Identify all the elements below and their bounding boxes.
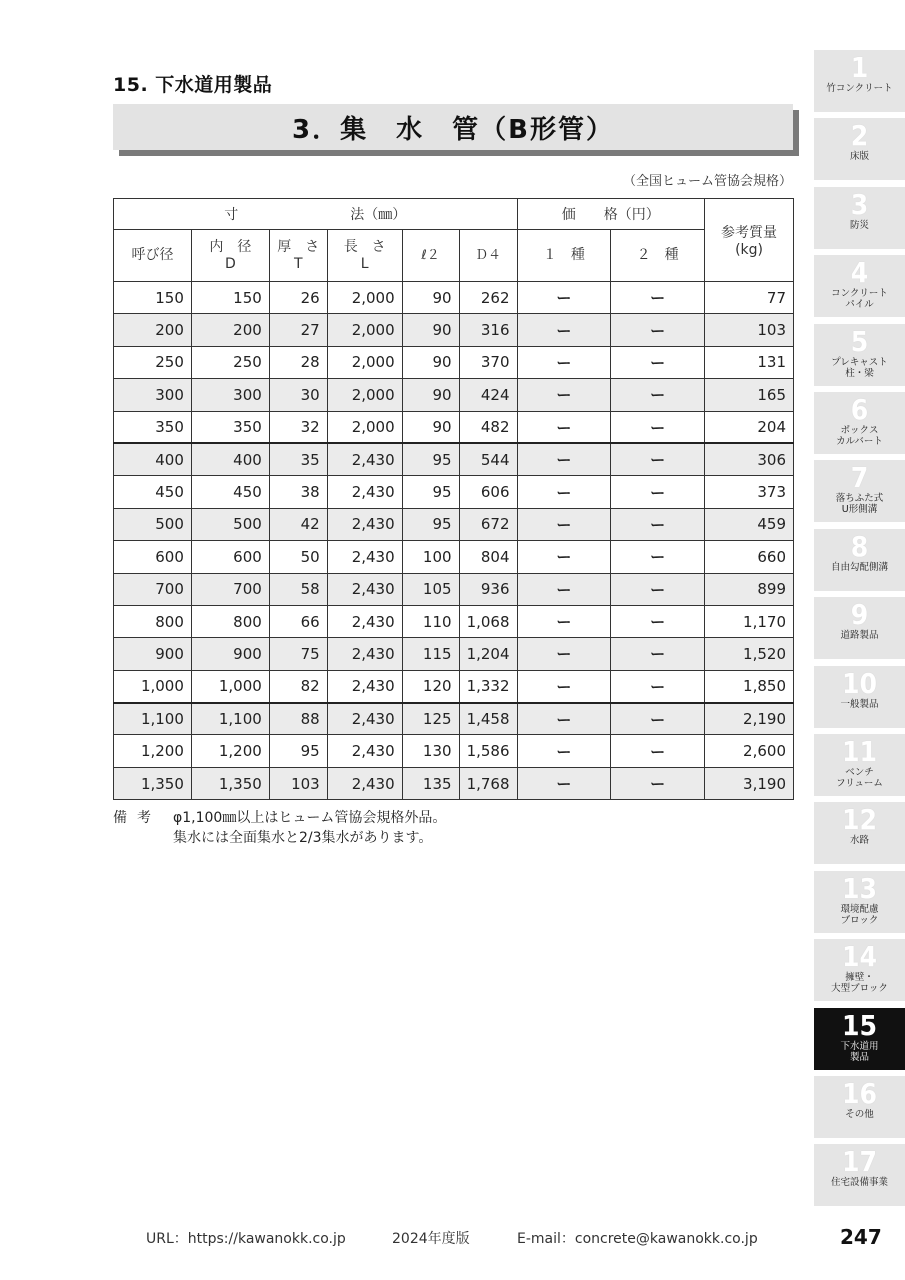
table-cell: 125: [402, 703, 459, 735]
footer-email[interactable]: E-mail：concrete@kawanokk.co.jp: [517, 1231, 758, 1247]
table-cell: 66: [269, 605, 327, 637]
chapter-tab-label: 自由勾配側溝: [830, 561, 888, 573]
chapter-tab-11[interactable]: [814, 734, 905, 796]
table-cell: 2,430: [327, 605, 402, 637]
table-cell: 900: [114, 638, 192, 670]
table-row: [114, 541, 794, 573]
table-cell: ー: [517, 411, 611, 443]
table-cell: 2,430: [327, 508, 402, 540]
header-dimension-group: 寸 法（㎜）: [114, 199, 518, 230]
table-cell: 936: [459, 573, 517, 605]
table-cell: ー: [517, 573, 611, 605]
chapter-tab-number: 8: [850, 529, 869, 563]
remarks-line-1: φ1,100㎜以上はヒューム管協会規格外品。: [173, 810, 447, 826]
table-cell: 115: [402, 638, 459, 670]
chapter-tab-label: 竹コンクリート: [826, 83, 893, 94]
chapter-tab-label: ベンチ フリューム: [836, 767, 883, 789]
table-cell: ー: [611, 638, 705, 670]
table-cell: 1,204: [459, 638, 517, 670]
table-cell: ー: [517, 735, 611, 767]
table-cell: 660: [705, 541, 794, 573]
table-row: [114, 638, 794, 670]
chapter-tab-13[interactable]: [814, 871, 905, 933]
chapter-tab-17[interactable]: [814, 1144, 905, 1206]
chapter-tab-6[interactable]: [814, 392, 905, 454]
table-row: [114, 573, 794, 605]
table-cell: ー: [611, 379, 705, 411]
chapter-tab-number: 1: [850, 51, 869, 84]
chapter-tab-9[interactable]: [814, 597, 905, 659]
table-cell: 300: [114, 379, 192, 411]
table-cell: ー: [611, 443, 705, 475]
chapter-tab-label: 道路製品: [840, 630, 879, 642]
header-weight: 参考質量 (kg): [705, 199, 794, 282]
table-cell: 100: [402, 541, 459, 573]
table-cell: 2,430: [327, 735, 402, 767]
table-cell: ー: [611, 508, 705, 540]
table-cell: 700: [114, 573, 192, 605]
table-cell: 450: [114, 476, 192, 508]
table-cell: 606: [459, 476, 517, 508]
table-cell: 899: [705, 573, 794, 605]
table-cell: 1,200: [191, 735, 269, 767]
subheader-cell: １ 種: [517, 230, 611, 282]
table-cell: 544: [459, 443, 517, 475]
subheader-cell: Ｄ４: [459, 230, 517, 282]
chapter-tab-number: 6: [850, 393, 869, 426]
chapter-tab-label: 落ちふた式 U形側溝: [835, 493, 884, 516]
table-cell: ー: [517, 767, 611, 799]
table-cell: 3,190: [705, 767, 794, 799]
chapter-tab-label: 水路: [849, 835, 869, 847]
table-cell: 350: [191, 411, 269, 443]
table-cell: 800: [114, 605, 192, 637]
table-cell: 1,332: [459, 670, 517, 702]
table-cell: ー: [611, 282, 705, 314]
table-cell: ー: [611, 411, 705, 443]
table-cell: 90: [402, 314, 459, 346]
chapter-tab-number: 3: [850, 187, 869, 221]
table-row: [114, 346, 794, 378]
table-cell: ー: [517, 476, 611, 508]
footer-url[interactable]: URL：https://kawanokk.co.jp: [146, 1231, 346, 1247]
table-cell: 32: [269, 411, 327, 443]
chapter-tab-14[interactable]: [814, 939, 905, 1001]
table-cell: ー: [517, 638, 611, 670]
table-cell: 131: [705, 346, 794, 378]
table-cell: 26: [269, 282, 327, 314]
chapter-tab-10[interactable]: [814, 666, 905, 728]
table-cell: ー: [611, 703, 705, 735]
remarks-line-2: 集水には全面集水と2/3集水があります。: [173, 830, 433, 846]
table-row: [114, 476, 794, 508]
chapter-tab-label: 防災: [849, 219, 869, 231]
table-cell: ー: [611, 767, 705, 799]
table-cell: 500: [114, 508, 192, 540]
table-cell: ー: [517, 703, 611, 735]
chapter-tab-7[interactable]: [814, 460, 905, 522]
table-row: [114, 379, 794, 411]
table-cell: ー: [611, 541, 705, 573]
table-cell: 38: [269, 476, 327, 508]
subheader-cell: 呼び径: [114, 230, 192, 282]
table-cell: 482: [459, 411, 517, 443]
header-price-group: 価 格（円）: [517, 199, 705, 230]
chapter-tab-4[interactable]: [814, 255, 905, 317]
chapter-tab-1[interactable]: [814, 50, 905, 112]
table-cell: 370: [459, 346, 517, 378]
table-cell: 2,600: [705, 735, 794, 767]
table-cell: 35: [269, 443, 327, 475]
table-cell: 2,430: [327, 638, 402, 670]
table-cell: 306: [705, 443, 794, 475]
table-cell: 2,430: [327, 476, 402, 508]
table-cell: 900: [191, 638, 269, 670]
page-title: 3．集 水 管（B形管）: [292, 114, 614, 145]
table-cell: 424: [459, 379, 517, 411]
chapter-tab-number: 16: [841, 1077, 878, 1110]
table-cell: 103: [269, 767, 327, 799]
standard-note: （全国ヒューム管協会規格）: [622, 174, 792, 189]
chapter-tab-12[interactable]: [814, 802, 905, 864]
table-cell: 2,000: [327, 411, 402, 443]
table-cell: 1,520: [705, 638, 794, 670]
table-row: [114, 411, 794, 443]
table-cell: 2,430: [327, 573, 402, 605]
table-cell: 30: [269, 379, 327, 411]
chapter-tab-label: ボックス カルバート: [836, 425, 883, 447]
table-cell: ー: [517, 379, 611, 411]
table-cell: 2,000: [327, 282, 402, 314]
table-cell: 1,170: [705, 605, 794, 637]
table-cell: 90: [402, 411, 459, 443]
table-cell: 1,458: [459, 703, 517, 735]
table-row: [114, 605, 794, 637]
chapter-tab-number: 9: [850, 598, 869, 632]
chapter-tab-label: プレキャスト 柱・梁: [831, 356, 888, 379]
chapter-tab-3[interactable]: [814, 187, 905, 249]
table-cell: ー: [517, 314, 611, 346]
spec-table: [113, 198, 794, 800]
chapter-tab-label: 住宅設備事業: [830, 1177, 888, 1189]
chapter-tab-number: 5: [850, 324, 869, 358]
chapter-tab-number: 14: [841, 940, 878, 974]
subheader-cell: ℓ２: [402, 230, 459, 282]
table-cell: 2,430: [327, 443, 402, 475]
table-cell: ー: [611, 476, 705, 508]
table-cell: 150: [191, 282, 269, 314]
chapter-tab-label: 床版: [849, 151, 869, 163]
chapter-tab-number: 2: [850, 119, 869, 153]
table-cell: 27: [269, 314, 327, 346]
table-cell: 75: [269, 638, 327, 670]
table-cell: 1,768: [459, 767, 517, 799]
remarks-label: 備考: [113, 810, 161, 826]
table-cell: 1,200: [114, 735, 192, 767]
table-cell: 1,850: [705, 670, 794, 702]
table-cell: 500: [191, 508, 269, 540]
chapter-tab-number: 15: [841, 1008, 878, 1042]
table-cell: 316: [459, 314, 517, 346]
table-cell: 90: [402, 282, 459, 314]
chapter-tab-16[interactable]: [814, 1076, 905, 1138]
table-cell: 120: [402, 670, 459, 702]
table-cell: 1,100: [114, 703, 192, 735]
table-cell: 373: [705, 476, 794, 508]
table-cell: ー: [611, 314, 705, 346]
table-cell: 77: [705, 282, 794, 314]
chapter-tab-number: 13: [841, 871, 878, 905]
table-cell: ー: [611, 670, 705, 702]
chapter-tab-label: コンクリート パイル: [831, 288, 888, 311]
table-cell: 2,190: [705, 703, 794, 735]
chapter-tab-15[interactable]: [814, 1008, 905, 1070]
table-row: [114, 443, 794, 475]
chapter-tab-label: 一般製品: [840, 698, 879, 710]
table-cell: 2,430: [327, 767, 402, 799]
chapter-tab-number: 12: [841, 803, 878, 837]
table-cell: 1,350: [191, 767, 269, 799]
chapter-tab-label: 擁壁・ 大型ブロック: [831, 972, 888, 995]
table-cell: 700: [191, 573, 269, 605]
chapter-tab-number: 7: [850, 461, 869, 495]
table-cell: 90: [402, 379, 459, 411]
table-cell: ー: [517, 346, 611, 378]
table-cell: 459: [705, 508, 794, 540]
table-cell: 82: [269, 670, 327, 702]
table-cell: 150: [114, 282, 192, 314]
subheader-cell: ２ 種: [611, 230, 705, 282]
chapter-tab-5[interactable]: [814, 324, 905, 386]
table-cell: 672: [459, 508, 517, 540]
table-cell: 400: [114, 443, 192, 475]
table-row: [114, 703, 794, 735]
table-cell: 1,000: [191, 670, 269, 702]
table-cell: ー: [517, 443, 611, 475]
table-cell: 105: [402, 573, 459, 605]
table-cell: 95: [402, 508, 459, 540]
table-cell: 350: [114, 411, 192, 443]
title-box: [113, 104, 793, 150]
table-cell: ー: [611, 735, 705, 767]
table-cell: 95: [402, 443, 459, 475]
table-cell: ー: [517, 541, 611, 573]
table-cell: 95: [269, 735, 327, 767]
table-cell: 1,350: [114, 767, 192, 799]
table-cell: 300: [191, 379, 269, 411]
table-cell: 2,000: [327, 379, 402, 411]
table-cell: 2,430: [327, 670, 402, 702]
chapter-tab-number: 10: [841, 666, 878, 700]
table-row: [114, 314, 794, 346]
table-cell: 2,000: [327, 314, 402, 346]
chapter-tab-label: 下水道用 製品: [840, 1040, 879, 1063]
table-cell: ー: [517, 605, 611, 637]
subheader-cell: 厚 さ T: [269, 230, 327, 282]
footer-edition: 2024年度版: [392, 1231, 470, 1247]
table-cell: 42: [269, 508, 327, 540]
table-cell: 600: [191, 541, 269, 573]
table-cell: 95: [402, 476, 459, 508]
table-cell: 58: [269, 573, 327, 605]
table-cell: 804: [459, 541, 517, 573]
chapter-tab-label: その他: [845, 1109, 874, 1120]
table-cell: 50: [269, 541, 327, 573]
table-cell: 2,430: [327, 541, 402, 573]
chapter-tab-2[interactable]: [814, 118, 905, 180]
table-cell: 1,586: [459, 735, 517, 767]
table-cell: 400: [191, 443, 269, 475]
table-cell: ー: [611, 605, 705, 637]
subheader-cell: 長 さ L: [327, 230, 402, 282]
table-cell: 2,000: [327, 346, 402, 378]
table-cell: 2,430: [327, 703, 402, 735]
table-cell: 165: [705, 379, 794, 411]
table-cell: 204: [705, 411, 794, 443]
table-row: [114, 508, 794, 540]
table-cell: 262: [459, 282, 517, 314]
table-cell: 450: [191, 476, 269, 508]
table-cell: ー: [517, 508, 611, 540]
table-cell: ー: [517, 282, 611, 314]
table-cell: 135: [402, 767, 459, 799]
chapter-tab-number: 17: [841, 1145, 878, 1179]
table-cell: 1,068: [459, 605, 517, 637]
table-cell: ー: [517, 670, 611, 702]
section-label: 15. 下水道用製品: [113, 74, 273, 96]
table-cell: ー: [611, 346, 705, 378]
page-number: 247: [840, 1225, 882, 1249]
table-cell: 88: [269, 703, 327, 735]
chapter-tab-8[interactable]: [814, 529, 905, 591]
table-cell: ー: [611, 573, 705, 605]
table-cell: 28: [269, 346, 327, 378]
table-cell: 1,100: [191, 703, 269, 735]
table-cell: 800: [191, 605, 269, 637]
chapter-tab-number: 4: [850, 256, 869, 290]
subheader-cell: 内 径 D: [191, 230, 269, 282]
table-cell: 90: [402, 346, 459, 378]
table-cell: 250: [191, 346, 269, 378]
table-cell: 200: [191, 314, 269, 346]
table-cell: 600: [114, 541, 192, 573]
chapter-tab-label: 環境配慮 ブロック: [840, 903, 879, 926]
table-row: [114, 670, 794, 702]
table-cell: 103: [705, 314, 794, 346]
table-cell: 1,000: [114, 670, 192, 702]
table-cell: 250: [114, 346, 192, 378]
chapter-tab-number: 11: [841, 735, 878, 768]
table-cell: 200: [114, 314, 192, 346]
table-row: [114, 282, 794, 314]
table-cell: 110: [402, 605, 459, 637]
table-row: [114, 767, 794, 799]
table-cell: 130: [402, 735, 459, 767]
table-row: [114, 735, 794, 767]
